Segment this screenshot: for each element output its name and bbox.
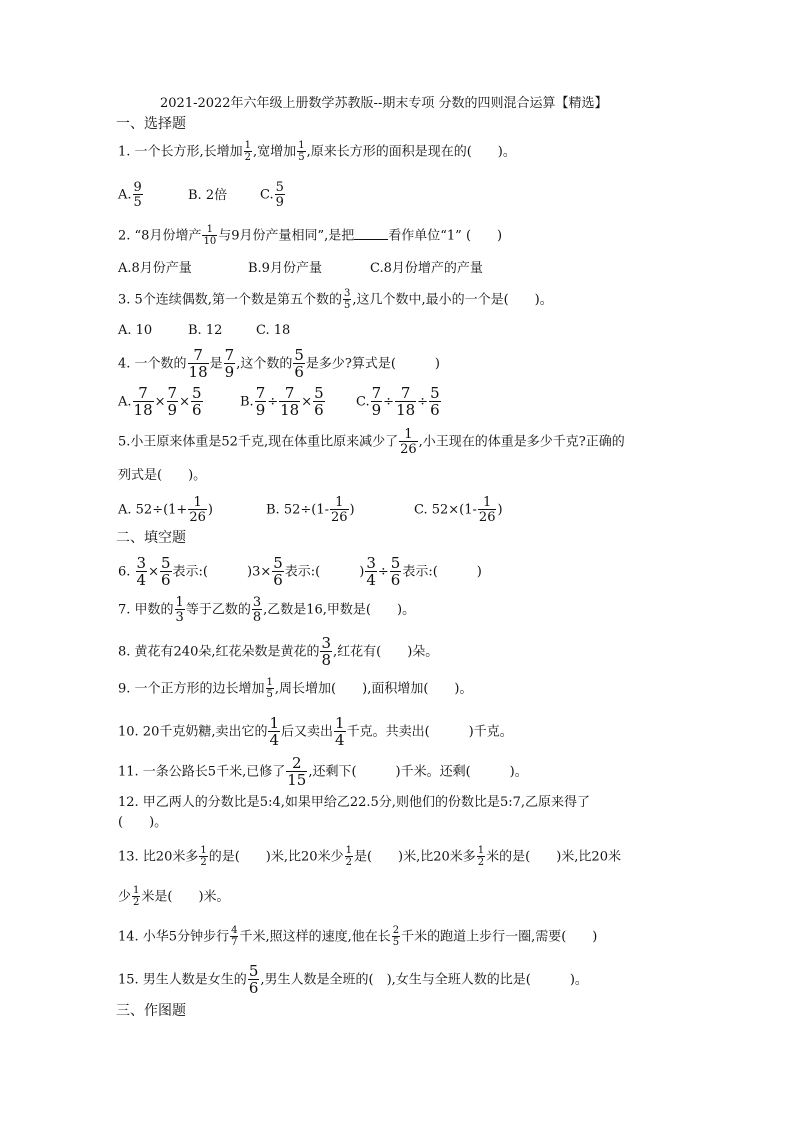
- section-heading-fill: 二、填空题: [116, 530, 186, 546]
- question-5: 5.小王原来体重是52千克,现在体重比原来减少了 $\frac{1}{26}$ ,小王现在的体重是多少千克?正确的: [118, 427, 625, 457]
- section-heading-choice: 一、选择题: [116, 116, 186, 132]
- question-1-options: A. $\frac{9}{5}$ B. 2倍 C. $\frac{5}{9}$: [118, 180, 284, 210]
- question-12: 12. 甲乙两人的分数比是5:4,如果甲给乙22.5分,则他们的份数比是5:7,乙原来得了: [118, 795, 590, 810]
- answer-blank: [354, 227, 388, 240]
- question-4-options: A. $\frac{7}{18}$ × $\frac{7}{9}$ × $\frac{5}{6}$ B. $\frac{7}{9}$ ÷ $\frac{7}{18}$ × $\frac{5}{6}$ C. $\frac{7}{9}$ ÷ $\frac{7}{18}$ ÷ $\frac{5}{6}$: [118, 384, 440, 419]
- section-heading-drawing: 三、作图题: [116, 1003, 186, 1019]
- question-7: 7. 甲数的 $\frac{1}{3}$ 等于乙数的 $\frac{3}{8}$ ,乙数是16,甲数是( )。: [118, 595, 416, 625]
- question-14: 14. 小华5分钟步行 $\frac{4}{7}$ 千米,照这样的速度,他在长 $\frac{2}{5}$ 千米的跑道上步行一圈,需要( ): [118, 925, 598, 948]
- question-2: 2. “8月份增产 $\frac{1}{10}$ 与9月份产量相同”,是把 看作单位“1” ( ): [118, 224, 503, 247]
- question-10: 10. 20千克奶糖,卖出它的 $\frac{1}{4}$ 后又卖出 $\frac{1}{4}$ 千克。共卖出( )千克。: [118, 714, 513, 749]
- question-13: 13. 比20米多 $\frac{1}{2}$ 的是( )米,比20米少 $\frac{1}{2}$ 是( )米,比20米多 $\frac{1}{2}$ 米的是( )米,比20米: [118, 845, 621, 868]
- question-3-options: A. 10 B. 12 C. 18: [118, 323, 291, 338]
- question-3: 3. 5个连续偶数,第一个数是第五个数的 $\frac{3}{5}$ ,这几个数中,最小的一个是( )。: [118, 288, 553, 311]
- question-9: 9. 一个正方形的边长增加 $\frac{1}{5}$ ,周长增加( ),面积增加( )。: [118, 677, 473, 700]
- question-1: 1. 一个长方形,长增加 $\frac{1}{2}$ ,宽增加 $\frac{1}{5}$ ,原来长方形的面积是现在的( )。: [118, 140, 516, 163]
- question-8: 8. 黄花有240朵,红花朵数是黄花的 $\frac{3}{8}$ ,红花有( )朵。: [118, 634, 439, 669]
- question-12-cont: ( )。: [118, 815, 168, 830]
- question-4: 4. 一个数的 $\frac{7}{18}$ 是 $\frac{7}{9}$ ,这个数的 $\frac{5}{6}$ 是多少?算式是( ): [118, 346, 441, 381]
- question-13-cont: 少 $\frac{1}{2}$ 米是( )米。: [118, 885, 230, 908]
- question-6: 6. $\frac{3}{4}$ × $\frac{5}{6}$ 表示:( )3× $\frac{5}{6}$ 表示:( ) $\frac{3}{4}$ ÷ $\frac{5}{6}$ 表示:( ): [118, 554, 482, 589]
- question-5-cont: 列式是( )。: [118, 468, 207, 483]
- question-2-options: A.8月份产量 B.9月份产量 C.8月份增产的产量: [118, 261, 483, 276]
- page-title: 2021-2022年六年级上册数学苏教版--期末专项 分数的四则混合运算【精选】: [160, 96, 608, 111]
- question-11: 11. 一条公路长5千米,已修了 $\frac{2}{15}$ ,还剩下( )千米。还剩( )。: [118, 754, 528, 789]
- question-15: 15. 男生人数是女生的 $\frac{5}{6}$ ,男生人数是全班的( ),女生与全班人数的比是( )。: [118, 962, 588, 997]
- question-5-options: A. 52÷(1+ $\frac{1}{26}$ ) B. 52÷(1- $\frac{1}{26}$ ) C. 52×(1- $\frac{1}{26}$ ): [118, 495, 503, 525]
